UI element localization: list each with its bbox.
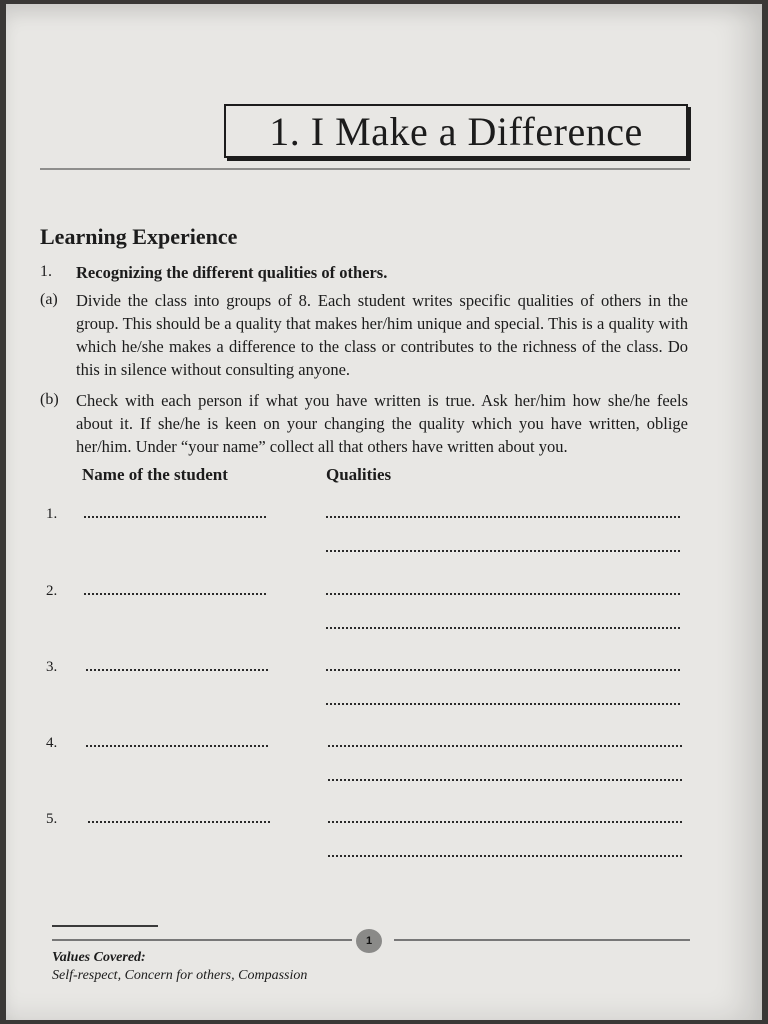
part-b-text: Check with each person if what you have written is true. Ask her/him how she/he feels about it. If she/he is keen on your changing the quality which you have written, oblige her/him. Under “your name” collect all that others have written about you. <box>76 391 688 456</box>
chapter-title: 1. I Make a Difference <box>224 104 688 158</box>
column-header-qualities: Qualities <box>326 465 392 484</box>
name-blank[interactable] <box>86 745 268 747</box>
qualities-blank[interactable] <box>328 855 682 857</box>
qualities-blank[interactable] <box>326 593 680 595</box>
name-blank[interactable] <box>88 821 270 823</box>
name-blank[interactable] <box>84 516 266 518</box>
qualities-blank[interactable] <box>328 779 682 781</box>
page-number-badge: 1 <box>356 929 382 953</box>
row-number: 1. <box>46 506 58 522</box>
row-number: 5. <box>46 811 58 827</box>
title-divider <box>40 168 690 170</box>
column-header-name: Name of the student <box>82 465 228 484</box>
footer-rule-right <box>394 939 690 941</box>
section-heading: Learning Experience <box>40 224 238 249</box>
values-text: Self-respect, Concern for others, Compassion <box>52 968 308 983</box>
name-blank[interactable] <box>86 669 268 671</box>
qualities-blank[interactable] <box>328 745 682 747</box>
qualities-blank[interactable] <box>326 550 680 552</box>
item-number: 1. <box>40 263 52 280</box>
footnote-rule <box>52 925 158 927</box>
part-a-text: Divide the class into groups of 8. Each student writes specific qualities of others in the group. This should be a quality that makes her/him unique and special. This is a quality with which he/she makes a difference to the class or contributes to the richness of the class. Do this in silence without consulting anyone. <box>76 291 688 379</box>
part-a-label: (a) <box>40 291 58 308</box>
qualities-blank[interactable] <box>326 669 680 671</box>
qualities-blank[interactable] <box>328 821 682 823</box>
qualities-blank[interactable] <box>326 703 680 705</box>
row-number: 3. <box>46 659 58 675</box>
part-b-label: (b) <box>40 391 59 408</box>
values-label: Values Covered: <box>52 950 146 965</box>
name-blank[interactable] <box>84 593 266 595</box>
qualities-blank[interactable] <box>326 516 680 518</box>
row-number: 2. <box>46 583 58 599</box>
row-number: 4. <box>46 735 58 751</box>
qualities-blank[interactable] <box>326 627 680 629</box>
footer-rule-left <box>52 939 352 941</box>
worksheet-page <box>6 4 762 1020</box>
item-title: Recognizing the different qualities of others. <box>76 263 388 282</box>
